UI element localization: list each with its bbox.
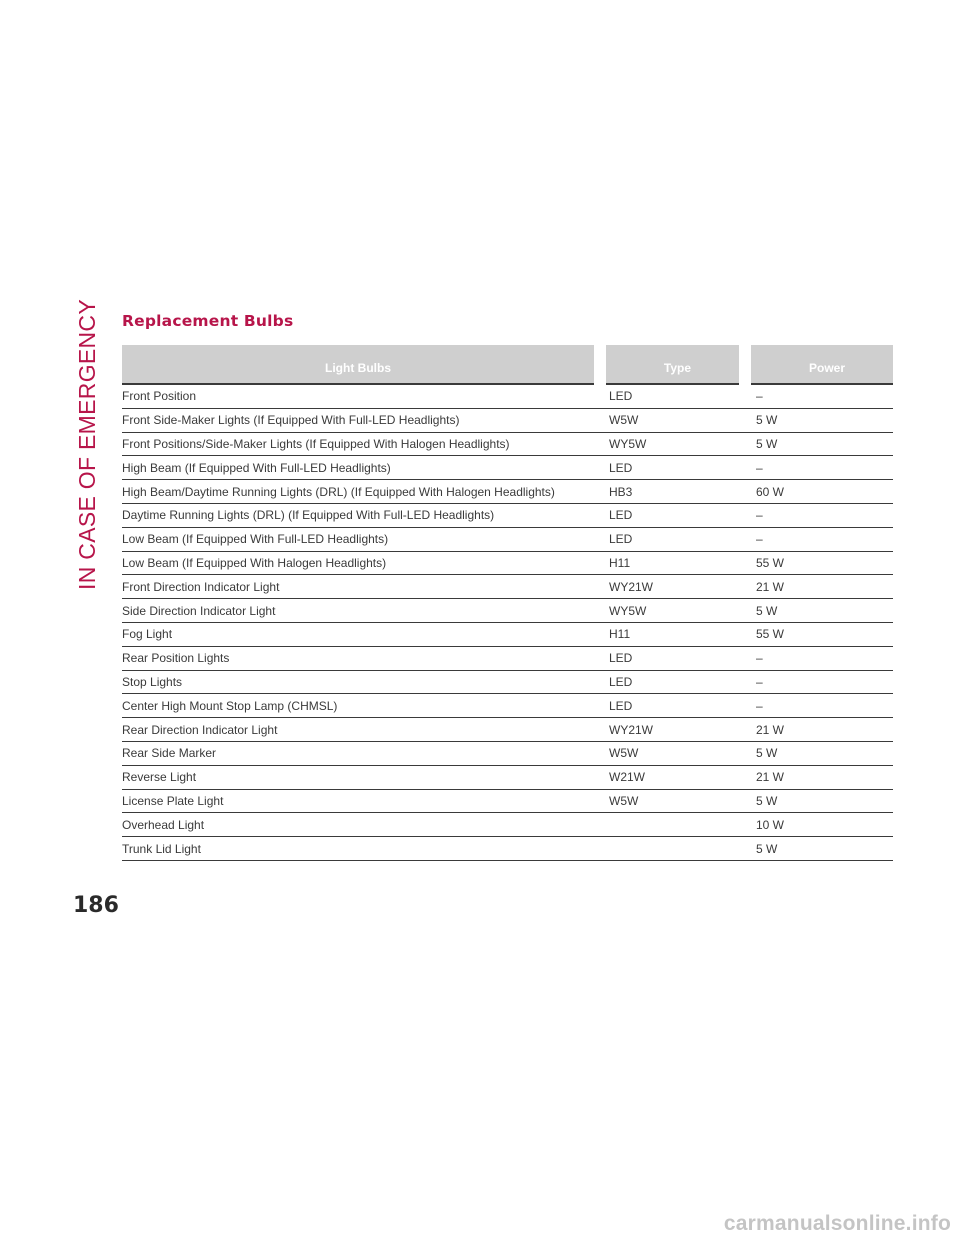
bulb-power-cell: – — [745, 670, 893, 694]
table-header — [122, 345, 893, 384]
bulb-name-cell: Front Position — [122, 384, 600, 408]
bulb-type-cell: WY5W — [600, 599, 745, 623]
page-number: 186 — [73, 893, 119, 918]
table-row — [122, 527, 893, 551]
table-row — [122, 694, 893, 718]
bulb-type-cell: LED — [600, 384, 745, 408]
bulb-type-cell: W5W — [600, 789, 745, 813]
bulb-name-cell: Front Side-Maker Lights (If Equipped With Full-LED Headlights) — [122, 408, 600, 432]
bulb-power-cell: 21 W — [745, 765, 893, 789]
table-row — [122, 718, 893, 742]
bulb-type-cell: HB3 — [600, 480, 745, 504]
table-row — [122, 575, 893, 599]
chapter-side-tab — [72, 299, 102, 590]
bulb-power-cell: 5 W — [745, 432, 893, 456]
table-row — [122, 670, 893, 694]
table-row — [122, 741, 893, 765]
bulb-type-cell: LED — [600, 527, 745, 551]
bulb-name-cell: Daytime Running Lights (DRL) (If Equipped With Full-LED Headlights) — [122, 503, 600, 527]
bulb-name-cell: Front Positions/Side-Maker Lights (If Equipped With Halogen Headlights) — [122, 432, 600, 456]
bulb-power-cell: 5 W — [745, 741, 893, 765]
table-body — [122, 384, 893, 860]
table-row — [122, 408, 893, 432]
bulb-name-cell: High Beam/Daytime Running Lights (DRL) (If Equipped With Halogen Headlights) — [122, 480, 600, 504]
bulb-type-cell: WY21W — [600, 575, 745, 599]
bulb-name-cell: Overhead Light — [122, 813, 600, 837]
bulb-power-cell: 21 W — [745, 718, 893, 742]
table-row — [122, 432, 893, 456]
header-power: Power — [745, 345, 893, 384]
bulb-name-cell: License Plate Light — [122, 789, 600, 813]
bulb-power-cell: 21 W — [745, 575, 893, 599]
table-row — [122, 551, 893, 575]
bulb-type-cell: LED — [600, 503, 745, 527]
bulb-name-cell: Reverse Light — [122, 765, 600, 789]
bulb-type-cell: LED — [600, 670, 745, 694]
bulb-power-cell: 5 W — [745, 837, 893, 861]
bulb-name-cell: Side Direction Indicator Light — [122, 599, 600, 623]
bulb-type-cell — [600, 813, 745, 837]
chapter-label: IN CASE OF EMERGENCY — [74, 299, 100, 590]
bulb-type-cell: H11 — [600, 551, 745, 575]
bulb-name-cell: Low Beam (If Equipped With Full-LED Headlights) — [122, 527, 600, 551]
watermark: carmanualsonline.info — [723, 1212, 951, 1235]
replacement-bulbs-table — [122, 345, 893, 861]
bulb-name-cell: Stop Lights — [122, 670, 600, 694]
bulb-power-cell: – — [745, 646, 893, 670]
header-type: Type — [600, 345, 745, 384]
bulb-power-cell: 55 W — [745, 622, 893, 646]
table-row — [122, 646, 893, 670]
bulb-type-cell: LED — [600, 456, 745, 480]
table-row — [122, 789, 893, 813]
bulb-power-cell: – — [745, 456, 893, 480]
table-row — [122, 456, 893, 480]
bulb-type-cell: LED — [600, 646, 745, 670]
section-title: Replacement Bulbs — [122, 312, 294, 330]
bulb-name-cell: Rear Direction Indicator Light — [122, 718, 600, 742]
bulb-power-cell: 10 W — [745, 813, 893, 837]
bulb-power-cell: – — [745, 384, 893, 408]
table-row — [122, 765, 893, 789]
bulb-name-cell: Fog Light — [122, 622, 600, 646]
table-row — [122, 813, 893, 837]
bulb-name-cell: Rear Side Marker — [122, 741, 600, 765]
table-row — [122, 622, 893, 646]
bulb-name-cell: Center High Mount Stop Lamp (CHMSL) — [122, 694, 600, 718]
bulb-type-cell: WY5W — [600, 432, 745, 456]
bulb-name-cell: High Beam (If Equipped With Full-LED Headlights) — [122, 456, 600, 480]
bulb-power-cell: 55 W — [745, 551, 893, 575]
table-row — [122, 837, 893, 861]
bulb-name-cell: Low Beam (If Equipped With Halogen Headlights) — [122, 551, 600, 575]
bulb-power-cell: – — [745, 503, 893, 527]
bulb-type-cell — [600, 837, 745, 861]
header-row — [122, 345, 893, 384]
bulb-type-cell: W21W — [600, 765, 745, 789]
bulb-power-cell: 5 W — [745, 408, 893, 432]
bulb-type-cell: WY21W — [600, 718, 745, 742]
bulb-power-cell: – — [745, 694, 893, 718]
bulb-type-cell: H11 — [600, 622, 745, 646]
bulb-type-cell: W5W — [600, 741, 745, 765]
bulb-name-cell: Trunk Lid Light — [122, 837, 600, 861]
bulb-power-cell: 5 W — [745, 789, 893, 813]
bulb-power-cell: – — [745, 527, 893, 551]
header-light-bulbs: Light Bulbs — [122, 345, 600, 384]
bulb-name-cell: Front Direction Indicator Light — [122, 575, 600, 599]
bulb-name-cell: Rear Position Lights — [122, 646, 600, 670]
table-row — [122, 384, 893, 408]
table-row — [122, 480, 893, 504]
bulb-power-cell: 5 W — [745, 599, 893, 623]
bulb-type-cell: W5W — [600, 408, 745, 432]
table-row — [122, 599, 893, 623]
bulb-power-cell: 60 W — [745, 480, 893, 504]
bulb-type-cell: LED — [600, 694, 745, 718]
table-row — [122, 503, 893, 527]
